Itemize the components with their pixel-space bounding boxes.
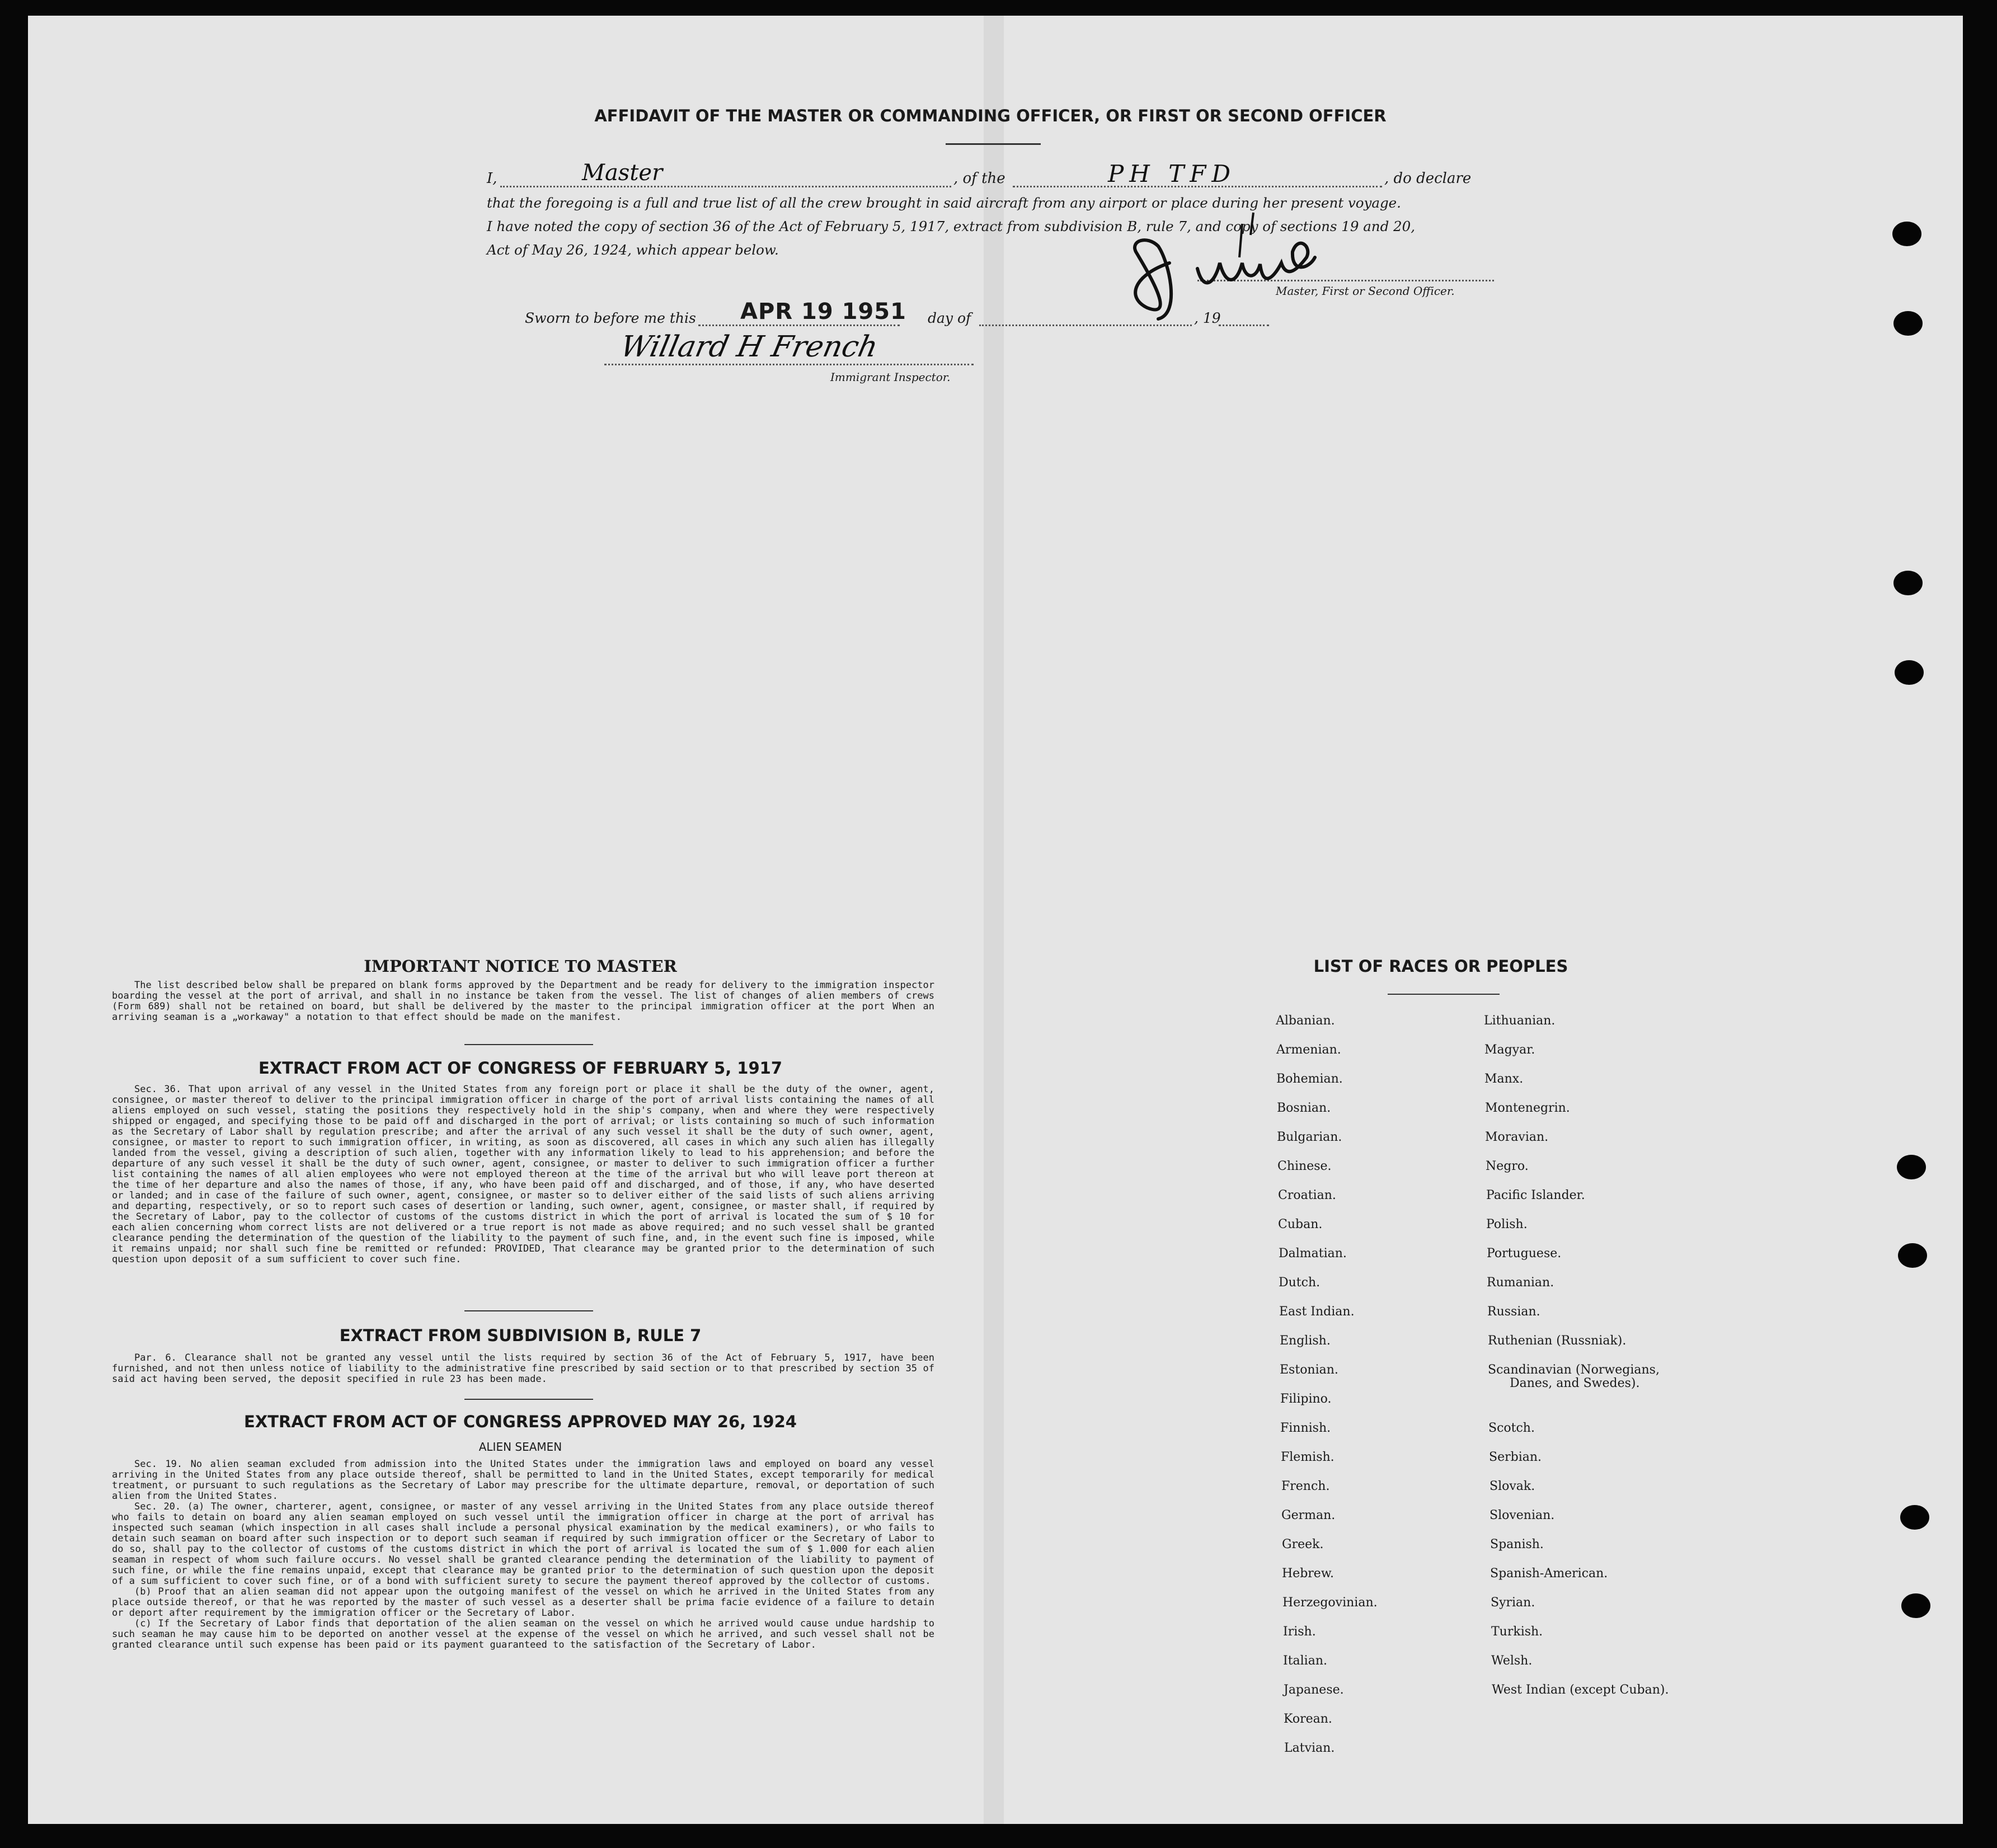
race-item-right: Turkish. <box>1491 1625 1543 1639</box>
affidavit-title-rule <box>946 143 1041 145</box>
race-item-right: Polish. <box>1486 1217 1528 1231</box>
day-of-label: day of <box>928 310 971 326</box>
race-item-right: West Indian (except Cuban). <box>1492 1683 1669 1697</box>
affidavit-line4: Act of May 26, 1924, which appear below. <box>487 242 779 258</box>
extract1-divider <box>464 1310 593 1311</box>
race-item-left: English. <box>1280 1334 1331 1348</box>
extract3-body <box>112 1459 934 1650</box>
sworn-line <box>525 299 1275 330</box>
affidavit-line1 <box>487 160 1477 188</box>
extract3-subtitle: ALIEN SEAMEN <box>478 1440 562 1454</box>
race-item-right: Syrian. <box>1491 1596 1535 1610</box>
race-item-right: Negro. <box>1486 1159 1529 1173</box>
punch-hole <box>1895 660 1924 685</box>
race-item-right: Moravian. <box>1485 1130 1549 1144</box>
punch-hole <box>1900 1505 1929 1530</box>
extract2-divider <box>464 1399 593 1400</box>
notice-divider <box>464 1044 593 1045</box>
races-title-rule <box>1388 994 1500 995</box>
extract1-body: Sec. 36. That upon arrival of any vessel in the United States from any foreign port or place it shall be the duty of the owner, agent, consignee, or master thereof to deliver to the principal immigration officer in charge of the port of arrival lists containing the names of all aliens employed on such vessel, stating the positions they respectively hold in the ship's company, when and where they were respectively shipped or engaged, and specifying those to be paid off and discharged in the port of arrival; or lists containing so much of such information as the Secretary of Labor shall by regulation prescribe; and after the arrival of any such vessel it shall be the duty of such owner, agent, consignee, or master to report to such immigration officer, in writing, as soon as discovered, all cases in which any such alien has illegally landed from the vessel, giving a description of such alien, together with any information likely to lead to his apprehension; and before the departure of any such vessel it shall be the duty of such owner, agent, consignee, or master to deliver to such immigration officer a further list containing the names of all alien employees who were not employed thereon at the time of the arrival but who will leave port thereon at the time of her departure and also the names of those, if any, who have been paid off and discharged, and of those, if any, who have deserted or landed; and in case of the failure of such owner, agent, consignee, or master so to deliver either of the said lists of such aliens arriving and departing, respectively, or so to report such cases of desertion or landing, such owner, agent, consignee, or master shall, if required by the Secretary of Labor, pay to the collector of customs of the customs district in which the port of arrival is located the sum of $ 10 for each alien concerning whom correct lists are not delivered or a true report is not made as above required; and no such vessel shall be granted clearance pending the determination of the question of the liability to the payment of such fine, and, in the event such fine is imposed, while it remains unpaid; nor shall such fine be remitted or refunded: PROVIDED, That clearance may be granted prior to the determination of such question upon deposit of a sum sufficient to cover such fine. <box>112 1084 934 1265</box>
race-item-left: Croatian. <box>1278 1188 1336 1202</box>
extract3-title: EXTRACT FROM ACT OF CONGRESS APPROVED MAY 26, 1924 <box>244 1412 797 1431</box>
race-item-left: Albanian. <box>1276 1014 1335 1028</box>
race-item-right: Magyar. <box>1484 1043 1535 1057</box>
race-item-right: Scandinavian (Norwegians, <box>1488 1363 1660 1377</box>
race-item-right: Manx. <box>1484 1072 1524 1086</box>
affidavit-line3: I have noted the copy of section 36 of the Act of February 5, 1917, extract from subdivision B, rule 7, and copy of sections 19 and 20, <box>487 218 1416 234</box>
race-item-left: Hebrew. <box>1282 1567 1335 1581</box>
race-item-left: Cuban. <box>1278 1217 1323 1231</box>
race-item-right: Montenegrin. <box>1485 1101 1570 1115</box>
race-item-right: Serbian. <box>1489 1450 1542 1464</box>
declarant-prefix: I, <box>487 170 497 187</box>
race-item-right: Portuguese. <box>1487 1247 1562 1261</box>
extract1-title: EXTRACT FROM ACT OF CONGRESS OF FEBRUARY 5, 1917 <box>258 1059 783 1078</box>
extract3-sec20c: (c) If the Secretary of Labor finds that deportation of the alien seaman on the vessel on which he arrived would cause undue hardship to such seaman he may cause him to be deported on another vessel at the expense of the vessel on which he arrived, and such vessel shall not be granted clearance until such expense has been paid or its payment guaranteed to the satisfaction of the Secretary of Labor. <box>112 1618 934 1650</box>
race-item-left: Korean. <box>1284 1712 1332 1726</box>
punch-hole <box>1892 222 1921 246</box>
races-title: LIST OF RACES OR PEOPLES <box>1313 957 1568 976</box>
declarant-name: Master <box>582 160 663 186</box>
inspector-signature: Willard H French <box>617 330 881 364</box>
sworn-prefix: Sworn to before me this <box>525 310 696 326</box>
race-item-left: Finnish. <box>1280 1421 1331 1435</box>
extract2-title: EXTRACT FROM SUBDIVISION B, RULE 7 <box>339 1326 702 1345</box>
affidavit-title: AFFIDAVIT OF THE MASTER OR COMMANDING OFFICER, OR FIRST OR SECOND OFFICER <box>594 106 1387 125</box>
race-item-left: East Indian. <box>1279 1305 1355 1319</box>
race-item-right: Ruthenian (Russniak). <box>1488 1334 1627 1348</box>
race-item-left: Filipino. <box>1280 1392 1332 1406</box>
race-item-right: Danes, and Swedes). <box>1510 1376 1640 1390</box>
page-fold <box>984 16 1004 1824</box>
declarant-name-field <box>500 166 951 187</box>
of-the-label: , of the <box>953 170 1005 187</box>
race-item-left: Herzegovinian. <box>1282 1596 1378 1610</box>
race-item-left: Dalmatian. <box>1279 1247 1347 1261</box>
punch-hole <box>1893 311 1923 336</box>
race-item-left: Chinese. <box>1277 1159 1332 1173</box>
extract3-sec20a: Sec. 20. (a) The owner, charterer, agent, consignee, or master of any vessel arriving in the United States from any place outside thereof who fails to detain on board any alien seaman employed on such vessel until the immigration officer in charge at the port of arrival has inspected such seaman (which inspection in all cases shall include a personal physical examination by the medical examiners), or who fails to detain such seaman on board after such inspection or to deport such seaman if required by such immigration officer or the Secretary of Labor to do so, shall pay to the collector of customs of the customs district in which the port of arrival is located the sum of $ 1.000 for each alien seaman in respect of whom such failure occurs. No vessel shall be granted clearance pending the determination of the liability to payment of such fine, or while the fine remains unpaid, except that clearance may be granted prior to the determination of such question upon the deposit of a sum sufficient to cover such fine, or of a bond with sufficient surety to secure the payment thereof approved by the collector of customs. <box>112 1501 934 1587</box>
race-item-right: Welsh. <box>1491 1654 1533 1668</box>
race-item-left: Bulgarian. <box>1277 1130 1342 1144</box>
year-prefix: , 19 <box>1194 310 1221 326</box>
race-item-left: Bosnian. <box>1277 1101 1331 1115</box>
sworn-date-stamp: APR 19 1951 <box>740 299 906 325</box>
extract2-body: Par. 6. Clearance shall not be granted any vessel until the lists required by section 36 of the Act of February 5, 1917, have been furnished, and not then unless notice of liability to the administrative fine prescribed by said section or to that prescribed by section 35 of said act having been served, the deposit specified in rule 23 has been made. <box>112 1352 934 1385</box>
extract3-sec20b: (b) Proof that an alien seaman did not appear upon the outgoing manifest of the vessel on which he arrived in the United States from any place outside thereof, or that he was reported by the master of such vessel as a deserter shall be prima facie evidence of a failure to detain or deport after requirement by the immigration officer or the Secretary of Labor. <box>112 1586 934 1619</box>
race-item-right: Pacific Islander. <box>1486 1188 1585 1202</box>
punch-hole <box>1901 1593 1930 1618</box>
race-item-left: Dutch. <box>1279 1276 1321 1290</box>
race-item-left: Irish. <box>1283 1625 1316 1639</box>
officer-label: Master, First or Second Officer. <box>1276 284 1455 298</box>
race-item-right: Scotch. <box>1488 1421 1535 1435</box>
race-item-left: Latvian. <box>1284 1741 1335 1755</box>
race-item-right: Spanish-American. <box>1490 1567 1608 1581</box>
notice-body: The list described below shall be prepared on blank forms approved by the Department and be ready for delivery to the immigration inspector boarding the vessel at the port of arrival, and shall in no instance be taken from the vessel. The list of changes of alien members of crews (Form 689) shall not be retained on board, but shall be delivered by the master to the principal immigration officer at the port When an arriving seaman is a „workaway" a notation to that effect should be made on the manifest. <box>112 980 934 1023</box>
extract3-sec19: Sec. 19. No alien seaman excluded from admission into the United States under the immigration laws and employed on board any vessel arriving in the United States from any place outside thereof, shall be permitted to land in the United States, except temporarily for medical treatment, or pursuant to such regulations as the Secretary of Labor may prescribe for the ultimate departure, removal, or deportation of such alien from the United States. <box>112 1459 934 1502</box>
inspector-label: Immigrant Inspector. <box>830 370 951 384</box>
punch-hole <box>1893 571 1923 595</box>
race-item-right: Spanish. <box>1490 1537 1544 1551</box>
vessel-name: PH TFD <box>1108 160 1237 187</box>
race-item-right: Slovak. <box>1489 1479 1535 1493</box>
punch-hole <box>1897 1155 1926 1179</box>
affidavit-line2: that the foregoing is a full and true list of all the crew brought in said aircraft from any airport or place during her present voyage. <box>487 195 1401 211</box>
race-item-left: Bohemian. <box>1276 1072 1343 1086</box>
month-field <box>979 302 1192 326</box>
notice-title: IMPORTANT NOTICE TO MASTER <box>364 957 677 976</box>
punch-hole <box>1898 1243 1927 1268</box>
race-item-left: Flemish. <box>1281 1450 1335 1464</box>
declare-suffix: , do declare <box>1384 170 1472 187</box>
race-item-right: Slovenian. <box>1489 1508 1555 1522</box>
race-item-left: German. <box>1281 1508 1336 1522</box>
race-item-left: Greek. <box>1282 1537 1324 1551</box>
race-item-left: French. <box>1281 1479 1330 1493</box>
race-item-left: Japanese. <box>1284 1683 1344 1697</box>
year-field <box>1219 302 1269 326</box>
race-item-left: Italian. <box>1283 1654 1327 1668</box>
race-item-left: Estonian. <box>1280 1363 1338 1377</box>
race-item-right: Lithuanian. <box>1484 1014 1556 1028</box>
race-item-right: Rumanian. <box>1487 1276 1554 1290</box>
race-item-right: Russian. <box>1487 1305 1540 1319</box>
race-item-left: Armenian. <box>1276 1043 1341 1057</box>
